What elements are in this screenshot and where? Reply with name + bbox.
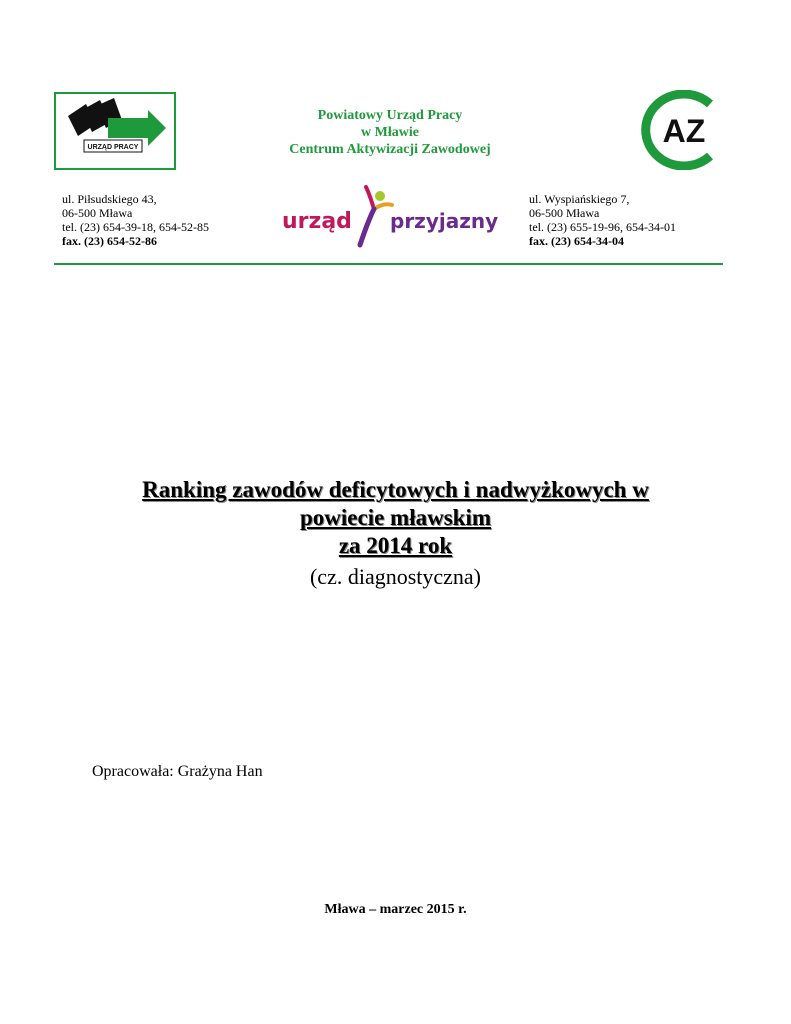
document-title	[60, 476, 731, 591]
address-right	[529, 192, 676, 248]
place-and-date: Mława – marzec 2015 r.	[324, 902, 467, 917]
header-line-2: w Mławie	[361, 125, 419, 140]
document-subtitle: (cz. diagnostyczna)	[309, 564, 482, 589]
address-left-fax: fax. (23) 654-52-86	[62, 234, 157, 248]
header-organization	[240, 107, 540, 158]
address-right-city: 06-500 Mława	[529, 206, 600, 220]
address-left	[62, 192, 209, 248]
address-left-street: ul. Piłsudskiego 43,	[62, 192, 157, 206]
title-line-3: za 2014 rok	[338, 533, 453, 558]
caz-logo-text: AZ	[662, 113, 706, 149]
urzad-przyjazny-logo	[280, 183, 500, 253]
title-line-2: powiecie mławskim	[299, 505, 491, 530]
header-divider	[54, 263, 723, 265]
caz-logo	[628, 90, 718, 170]
address-right-street: ul. Wyspiańskiego 7,	[529, 192, 630, 206]
urzad-przyjazny-word-1: urząd	[282, 209, 352, 234]
header-line-3: Centrum Aktywizacji Zawodowej	[289, 142, 491, 157]
urzad-pracy-logo-text: URZĄD PRACY	[87, 144, 139, 151]
header-line-1: Powiatowy Urząd Pracy	[317, 108, 463, 123]
address-right-fax: fax. (23) 654-34-04	[529, 234, 624, 248]
title-line-1: Ranking zawodów deficytowych i nadwyżkowych w	[142, 477, 649, 502]
urzad-pracy-logo	[54, 92, 176, 170]
address-left-tel: tel. (23) 654-39-18, 654-52-85	[62, 220, 209, 234]
address-right-tel: tel. (23) 655-19-96, 654-34-01	[529, 220, 676, 234]
author-line: Opracowała: Grażyna Han	[92, 763, 263, 780]
urzad-przyjazny-word-2: przyjazny	[390, 209, 499, 233]
address-left-city: 06-500 Mława	[62, 206, 133, 220]
